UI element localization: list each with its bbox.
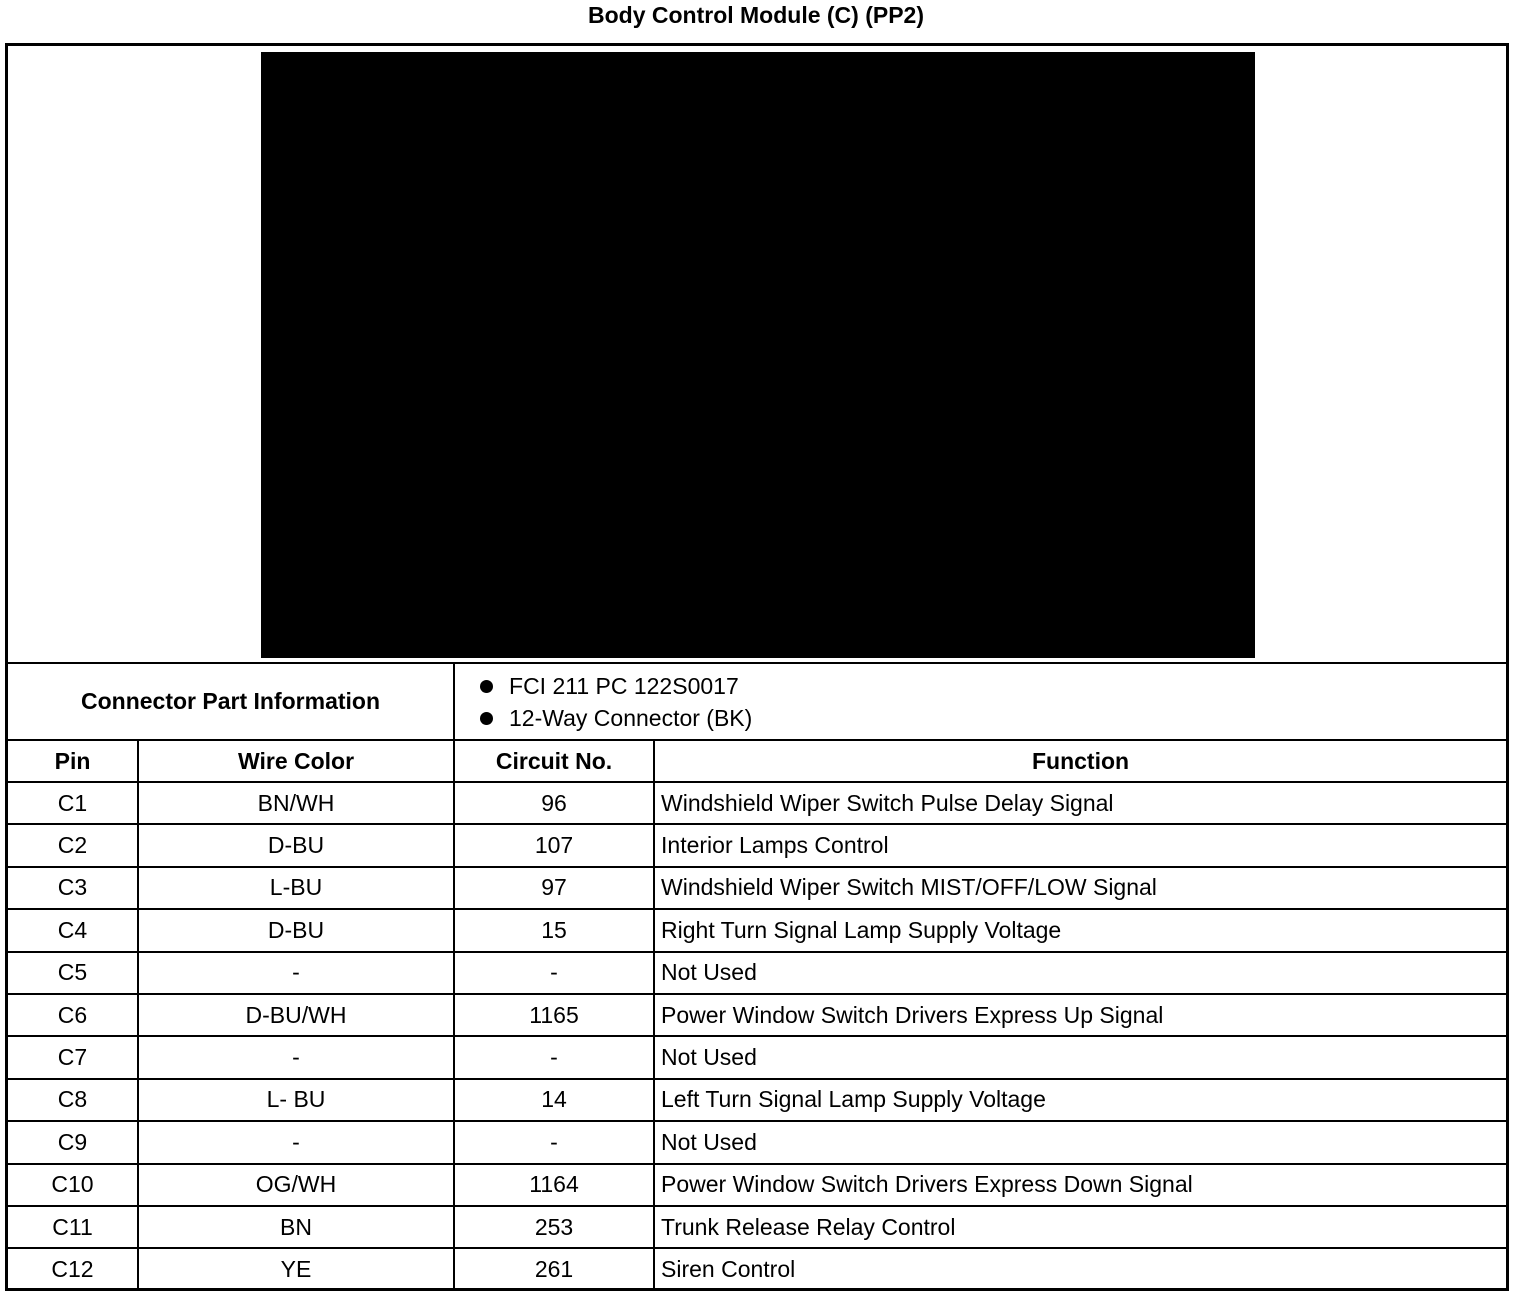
pin-cell: C7 [8, 1036, 138, 1078]
wire-color-cell: - [138, 1036, 454, 1078]
table-row [8, 782, 1506, 824]
wire-color-cell: D-BU [138, 909, 454, 951]
circuit-cell: 15 [454, 909, 654, 951]
function-cell: Right Turn Signal Lamp Supply Voltage [654, 909, 1506, 951]
header-circuit-no: Circuit No. [454, 740, 654, 782]
connector-image-area [8, 46, 1506, 664]
pin-cell: C3 [8, 867, 138, 909]
circuit-cell: 96 [454, 782, 654, 824]
circuit-cell: 107 [454, 824, 654, 866]
table-row [8, 1206, 1506, 1248]
wire-color-cell: L-BU [138, 867, 454, 909]
connector-info-details [454, 664, 1506, 740]
function-cell: Not Used [654, 1036, 1506, 1078]
function-cell: Not Used [654, 1121, 1506, 1163]
table-row [8, 952, 1506, 994]
function-cell: Power Window Switch Drivers Express Up Signal [654, 994, 1506, 1036]
table-header-row [8, 740, 1506, 782]
function-cell: Windshield Wiper Switch Pulse Delay Signal [654, 782, 1506, 824]
wire-color-cell: BN/WH [138, 782, 454, 824]
header-wire-color: Wire Color [138, 740, 454, 782]
wire-color-cell: - [138, 952, 454, 994]
table-row [8, 1121, 1506, 1163]
connector-document-frame [5, 43, 1509, 1291]
connector-info-list [455, 670, 1506, 734]
connector-info-label: Connector Part Information [8, 664, 454, 740]
pin-cell: C1 [8, 782, 138, 824]
wire-color-cell: OG/WH [138, 1164, 454, 1206]
function-cell: Left Turn Signal Lamp Supply Voltage [654, 1079, 1506, 1121]
table-row [8, 1036, 1506, 1078]
header-function: Function [654, 740, 1506, 782]
pinout-rows [8, 782, 1506, 1291]
circuit-cell: - [454, 1036, 654, 1078]
pin-cell: C11 [8, 1206, 138, 1248]
page-title: Body Control Module (C) (PP2) [587, 2, 925, 28]
connector-info-row [8, 664, 1506, 740]
wire-color-cell: YE [138, 1248, 454, 1290]
function-cell: Windshield Wiper Switch MIST/OFF/LOW Signal [654, 867, 1506, 909]
pin-cell: C10 [8, 1164, 138, 1206]
wire-color-cell: - [138, 1121, 454, 1163]
circuit-cell: 1164 [454, 1164, 654, 1206]
circuit-cell: 14 [454, 1079, 654, 1121]
circuit-cell: 261 [454, 1248, 654, 1290]
wire-color-cell: BN [138, 1206, 454, 1248]
pin-cell: C8 [8, 1079, 138, 1121]
function-cell: Not Used [654, 952, 1506, 994]
pin-cell: C2 [8, 824, 138, 866]
connector-info-item: FCI 211 PC 122S0017 [477, 670, 1506, 702]
circuit-cell: - [454, 952, 654, 994]
function-cell: Trunk Release Relay Control [654, 1206, 1506, 1248]
function-cell: Siren Control [654, 1248, 1506, 1290]
table-row [8, 824, 1506, 866]
pin-cell: C4 [8, 909, 138, 951]
circuit-cell: 253 [454, 1206, 654, 1248]
circuit-cell: - [454, 1121, 654, 1163]
function-cell: Power Window Switch Drivers Express Down Signal [654, 1164, 1506, 1206]
wire-color-cell: D-BU/WH [138, 994, 454, 1036]
pinout-table [8, 664, 1506, 1291]
table-row [8, 1164, 1506, 1206]
pin-cell: C12 [8, 1248, 138, 1290]
table-row [8, 867, 1506, 909]
table-row [8, 994, 1506, 1036]
table-row [8, 909, 1506, 951]
circuit-cell: 97 [454, 867, 654, 909]
wire-color-cell: L- BU [138, 1079, 454, 1121]
header-pin: Pin [8, 740, 138, 782]
table-row [8, 1079, 1506, 1121]
pin-cell: C5 [8, 952, 138, 994]
function-cell: Interior Lamps Control [654, 824, 1506, 866]
pin-cell: C9 [8, 1121, 138, 1163]
pin-cell: C6 [8, 994, 138, 1036]
wire-color-cell: D-BU [138, 824, 454, 866]
connector-info-item: 12-Way Connector (BK) [477, 702, 1506, 734]
circuit-cell: 1165 [454, 994, 654, 1036]
connector-image [261, 52, 1255, 658]
table-row [8, 1248, 1506, 1290]
